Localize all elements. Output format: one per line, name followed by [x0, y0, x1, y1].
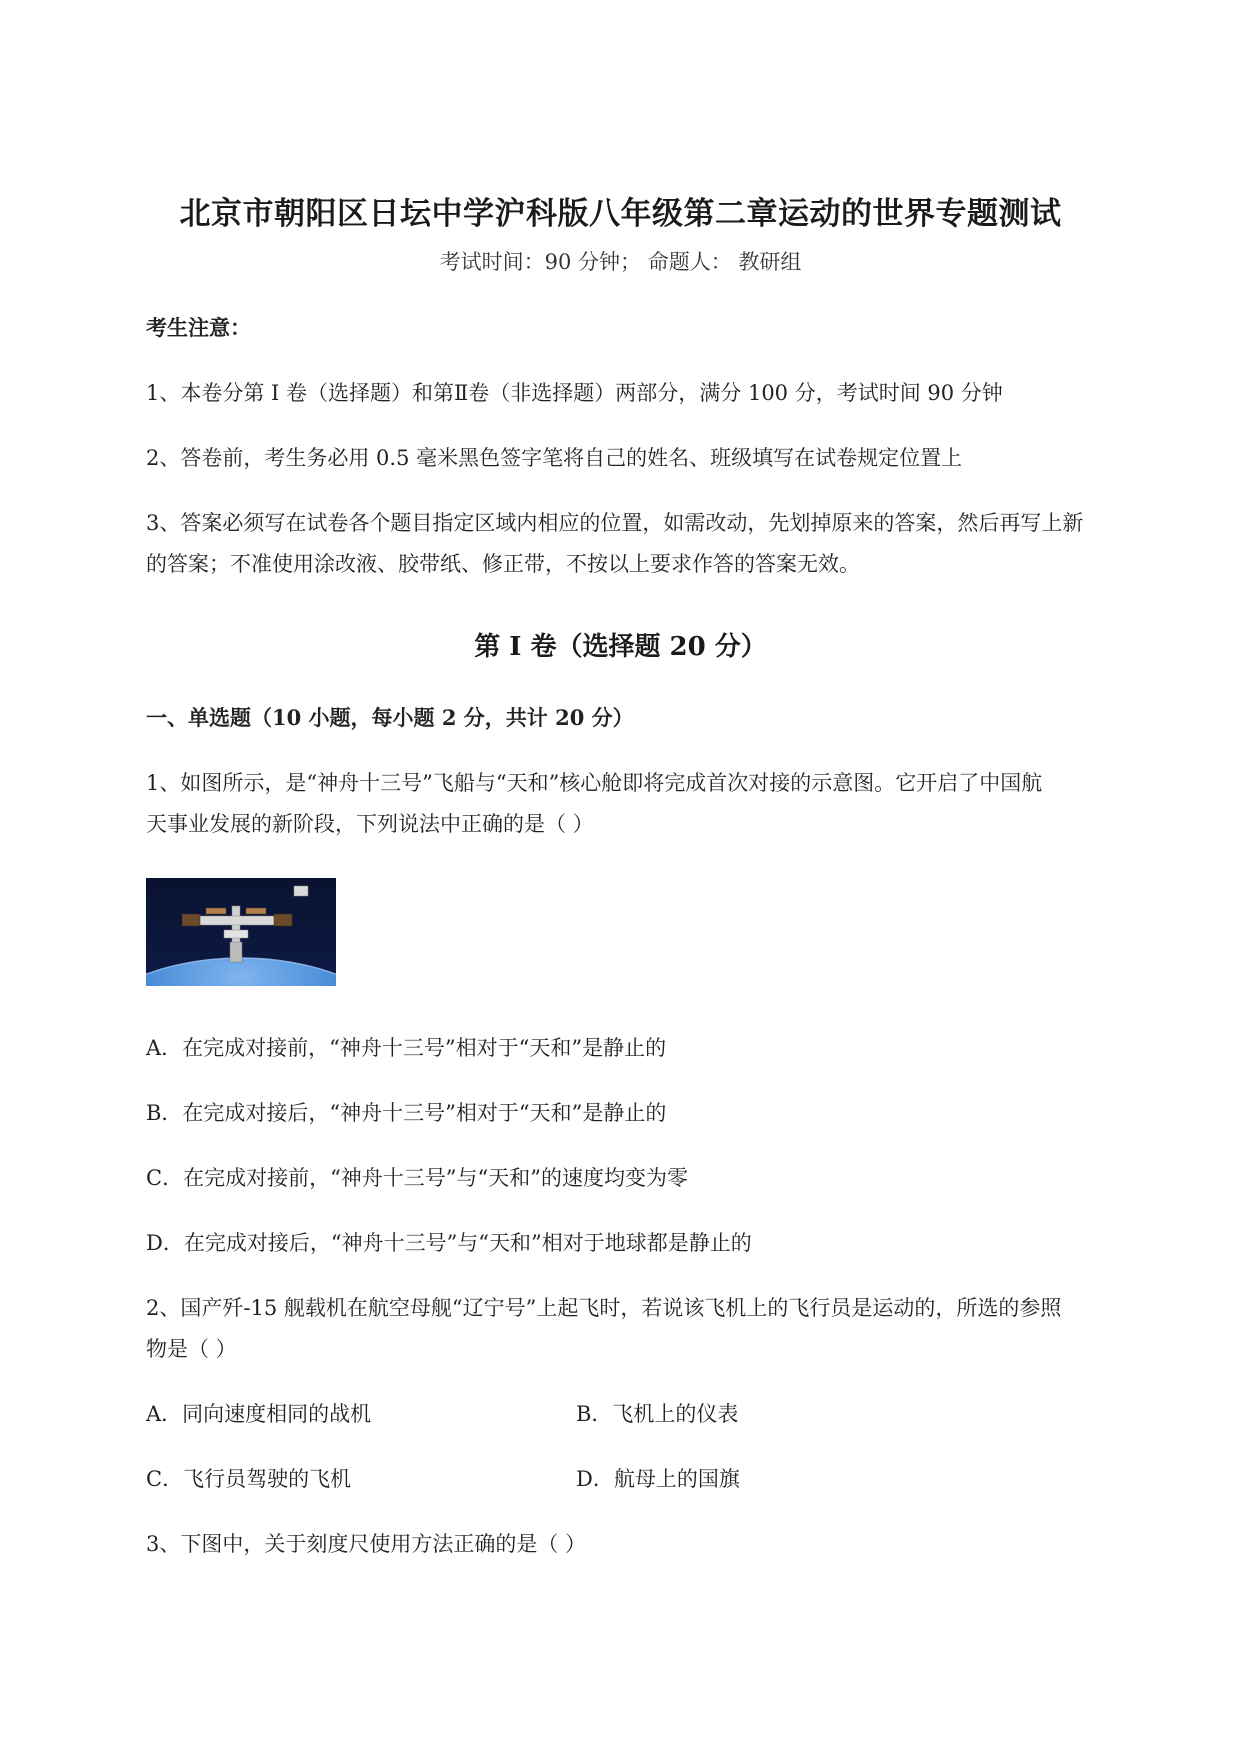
notice-heading: 考生注意： [146, 315, 251, 340]
space-station-illustration [146, 878, 336, 986]
notice-item-2: 2、答卷前，考生务必用 0.5 毫米黑色签字笔将自己的姓名、班级填写在试卷规定位置上 [146, 446, 963, 470]
notice-item-3: 3、答案必须写在试卷各个题目指定区域内相应的位置，如需改动，先划掉原来的答案，然后再写上新 [146, 511, 1084, 535]
q1-stem-line2: 天事业发展的新阶段，下列说法中正确的是（ ） [146, 812, 594, 836]
section-title: 第 I 卷（选择题 20 分） [474, 632, 767, 662]
q2-option-a: A．同向速度相同的战机 [146, 1402, 372, 1426]
notice-item-3-cont: 的答案；不准使用涂改液、胶带纸、修正带，不按以上要求作答的答案无效。 [146, 552, 860, 576]
space-station-image [146, 878, 336, 986]
q1-option-d: D．在完成对接后，“神舟十三号”与“天和”相对于地球都是静止的 [146, 1231, 752, 1255]
q2-option-c: C．飞行员驾驶的飞机 [146, 1467, 352, 1491]
q1-option-b: B．在完成对接后，“神舟十三号”相对于“天和”是静止的 [146, 1101, 667, 1125]
exam-title: 北京市朝阳区日坛中学沪科版八年级第二章运动的世界专题测试 [179, 196, 1062, 232]
part-heading: 一、单选题（10 小题，每小题 2 分，共计 20 分） [146, 705, 634, 730]
q3-stem: 3、下图中，关于刻度尺使用方法正确的是（ ） [146, 1532, 587, 1556]
q1-option-a: A．在完成对接前，“神舟十三号”相对于“天和”是静止的 [146, 1036, 667, 1060]
q1-stem-line1: 1、如图所示，是“神舟十三号”飞船与“天和”核心舱即将完成首次对接的示意图。它开启了中国航 [146, 771, 1043, 795]
q2-option-d: D．航母上的国旗 [576, 1467, 740, 1491]
q1-option-c: C．在完成对接前，“神舟十三号”与“天和”的速度均变为零 [146, 1166, 689, 1190]
notice-item-1: 1、本卷分第 I 卷（选择题）和第Ⅱ卷（非选择题）两部分，满分 100 分，考试时间 90 分钟 [146, 381, 1003, 405]
q2-option-b: B．飞机上的仪表 [576, 1402, 739, 1426]
q2-stem-line2: 物是（ ） [146, 1337, 237, 1361]
q2-stem-line1: 2、国产歼-15 舰载机在航空母舰“辽宁号”上起飞时，若说该飞机上的飞行员是运动的，所选的参照 [146, 1296, 1062, 1320]
exam-subtitle: 考试时间：90 分钟； 命题人： 教研组 [439, 250, 802, 274]
